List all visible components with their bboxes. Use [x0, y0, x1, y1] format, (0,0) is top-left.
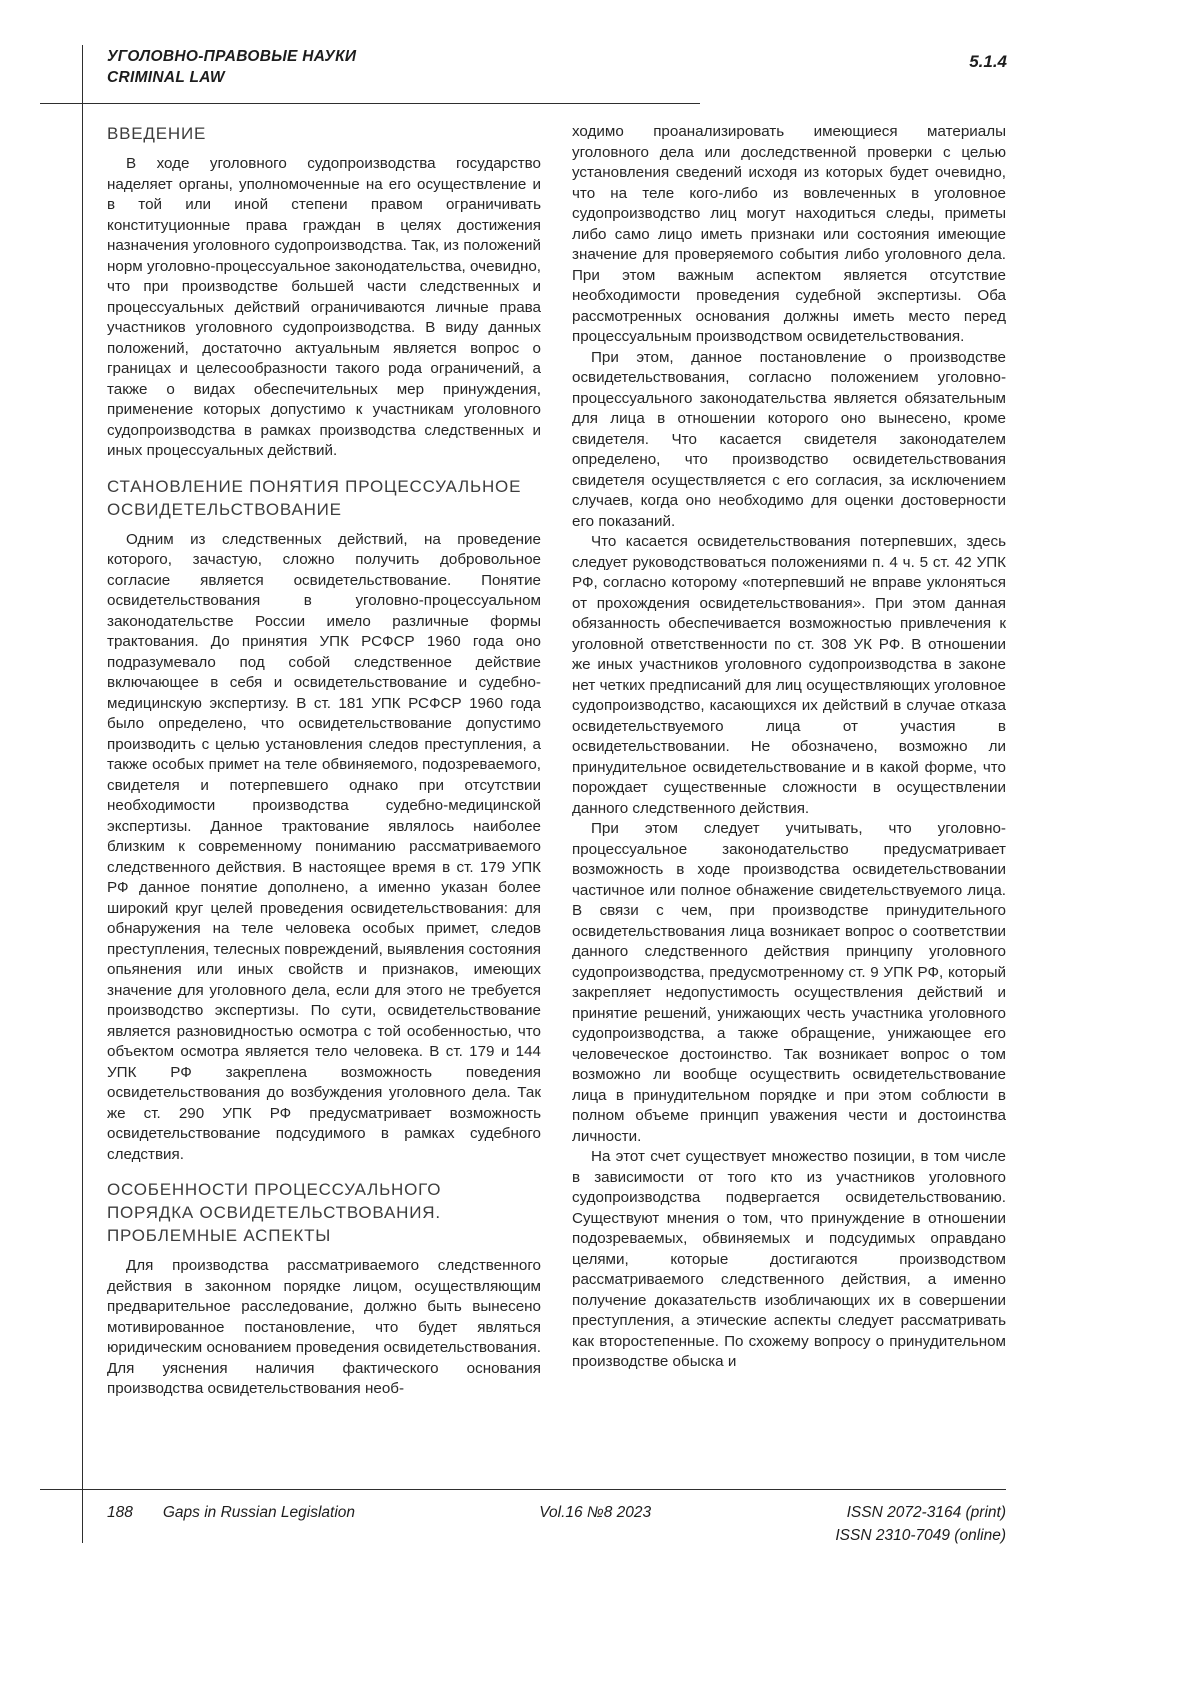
page-footer — [107, 1501, 1006, 1547]
running-head-en: CRIMINAL LAW — [107, 69, 225, 86]
paragraph: При этом следует учитывать, что уголовно-процессуальное законодательство предусматривает возможность в ходе производства освидетельствовании частичное или полное обнажение свидетельствуемого лица. В связи с чем, при производстве принудительного освидетельствования лица возникает вопрос о соответствии данного следственного действия принципу уголовного судопроизводства, предусмотренному ст. 9 УПК РФ, который закрепляет недопустимость осуществления действий и принятие решений, унижающих честь участника уголовного судопроизводства, а также обращение, унижающее его человеческое достоинство. Так возникает вопрос о том возможно ли вообще осуществить освидетельствование лица в принудительном порядке и при этом соблюсти в полном объеме принцип уважения чести и достоинства личности. — [572, 820, 1006, 1145]
right-column — [572, 122, 1006, 1400]
page-number: 188 — [107, 1504, 133, 1521]
paragraph: При этом, данное постановление о производстве освидетельствования, согласно положением уголовно-процессуального законодательства является обязательным для лица в отношении которого оно вынесено, кроме свидетеля. Что касается свидетеля законодателем определено, что производство освидетельствования свидетеля осуществляется с его согласия, за исключением случаев, когда оно необходимо для оценки достоверности его показаний. — [572, 348, 1006, 530]
left-column — [107, 122, 541, 1400]
section-heading: ОСОБЕННОСТИ ПРОЦЕССУАЛЬНОГО ПОРЯДКА ОСВИДЕТЕЛЬСТВОВАНИЯ. ПРОБЛЕМНЫЕ АСПЕКТЫ — [107, 1180, 442, 1245]
footer-rule — [40, 1489, 1006, 1490]
paragraph: В ходе уголовного судопроизводства государство наделяет органы, уполномоченные на его осуществление и в той или иной степени правом ограничивать конституционные права граждан в целях достижения назначения уголовного судопроизводства. Так, из положений норм уголовно-процессуальное законодательства, очевидно, что при производстве большей части следственных и процессуальных действий ограничиваются личные права участников уголовного судопроизводства. В виду данных положений, достаточно актуальным является вопрос о границах и целесообразности такого рода ограничений, а также о видах обеспечительных мер принуждения, применение которых допустимо к участникам уголовного судопроизводства в рамках производства следственных и иных процессуальных действий. — [107, 155, 541, 459]
section-heading: ВВЕДЕНИЕ — [107, 124, 207, 143]
section-concept-formation — [107, 475, 541, 1166]
running-head — [107, 46, 356, 88]
specialty-code: 5.1.4 — [969, 52, 1007, 71]
section-introduction — [107, 122, 541, 462]
paragraph: На этот счет существует множество позиции, в том числе в зависимости от того кто из участников уголовного судопроизводства подвергается освидетельствованию. Существуют мнения о том, что принуждение в отношении подозреваемых, обвиняемых и подсудимых оправдано целями, которые достигаются производством рассматриваемого следственного действия, а именно получение доказательств изобличающих их в совершении преступления, а этические аспекты следует рассматривать как второстепенные. По схожему вопросу о принудительном производстве обыска и — [572, 1148, 1006, 1370]
volume-info: Vol.16 №8 2023 — [539, 1504, 652, 1521]
issn-print: ISSN 2072-3164 (print) — [846, 1504, 1006, 1521]
section-heading: СТАНОВЛЕНИЕ ПОНЯТИЯ ПРОЦЕССУАЛЬНОЕ ОСВИДЕТЕЛЬСТВОВАНИЕ — [107, 476, 522, 519]
header-rule — [40, 103, 700, 104]
page-header — [107, 46, 1007, 88]
section-procedural-features — [107, 1178, 541, 1400]
running-head-ru: УГОЛОВНО-ПРАВОВЫЕ НАУКИ — [107, 48, 357, 65]
footer-journal — [107, 1501, 355, 1547]
paragraph: Что касается освидетельствования потерпевших, здесь следует руководствоваться положениями п. 4 ч. 5 ст. 42 УПК РФ, согласно которому «потерпевший не вправе уклоняться от прохождения освидетельствования». При этом данная обязанность обеспечивается возможностью привлечения к уголовной ответственности по ст. 308 УК РФ. В отношении же иных участников уголовного судопроизводства в законе нет четких предписаний для лиц осуществляющих уголовное судопроизводство, касающихся их действий в случае отказа освидетельствуемого лица от участия в освидетельствовании. Не обозначено, возможно ли принудительное освидетельствование и в какой форме, что порождает существенные сложности в осуществлении данного следственного действия. — [572, 533, 1006, 817]
issn-online: ISSN 2310-7049 (online) — [835, 1527, 1006, 1544]
issn-block — [835, 1501, 1006, 1547]
paragraph: Для производства рассматриваемого следственного действия в законном порядке лицом, осуществляющим предварительное расследование, должно быть вынесено мотивированное постановление, что будет являться юридическим основанием проведения освидетельствования. Для уяснения наличия фактического основания производства освидетельствования необ- — [107, 1257, 541, 1397]
paragraph: Одним из следственных действий, на проведение которого, зачастую, сложно получить добровольное согласие является освидетельствование. Понятие освидетельствования в уголовно-процессуальном законодательстве России имело различные формы трактования. До принятия УПК РСФСР 1960 года оно подразумевало под собой следственное действие включающее в себя и освидетельствование и судебно-медицинскую экспертизу. В ст. 181 УПК РСФСР 1960 года было определено, что освидетельствование допустимо производить с целью установления следов преступления, а также особых примет на теле обвиняемого, подозреваемого, свидетеля и потерпевшего однако при отсутствии необходимости производства судебно-медицинской экспертизы. Данное трактование являлось наиболее близким к современному пониманию рассматриваемого следственного действия. В настоящее время в ст. 179 УПК РФ данное понятие дополнено, а именно указан более широкий круг целей проведения освидетельствования: для обнаружения на теле человека особых примет, следов преступления, телесных повреждений, выявления состояния опьянения или иных свойств и признаков, имеющих значение для уголовного дела, если для этого не требуется производство экспертизы. По сути, освидетельствование является разновидностью осмотра с той особенностью, что объектом осмотра является тело человека. В ст. 179 и 144 УПК РФ закреплена возможность поведения освидетельствования до возбуждения уголовного дела. Так же ст. 290 УПК РФ предусматривает возможность освидетельствование подсудимого в рамках судебного следствия. — [107, 530, 541, 1163]
left-margin-rule — [82, 45, 83, 1543]
paragraph: ходимо проанализировать имеющиеся материалы уголовного дела или доследственной проверки с целью установления сведений исходя из которых будет очевидно, что на теле кого-либо из вовлеченных в уголовное судопроизводство лиц могут находиться следы, приметы либо само лицо иметь признаки или состояния имеющие значение для проверяемого события либо уголовного дела. При этом важным аспектом является отсутствие необходимости проведения судебной экспертизы. Оба рассмотренных основания должны иметь место перед процессуальным производством освидетельствования. — [572, 123, 1006, 345]
article-body — [107, 122, 1006, 1400]
journal-name: Gaps in Russian Legislation — [162, 1504, 356, 1521]
